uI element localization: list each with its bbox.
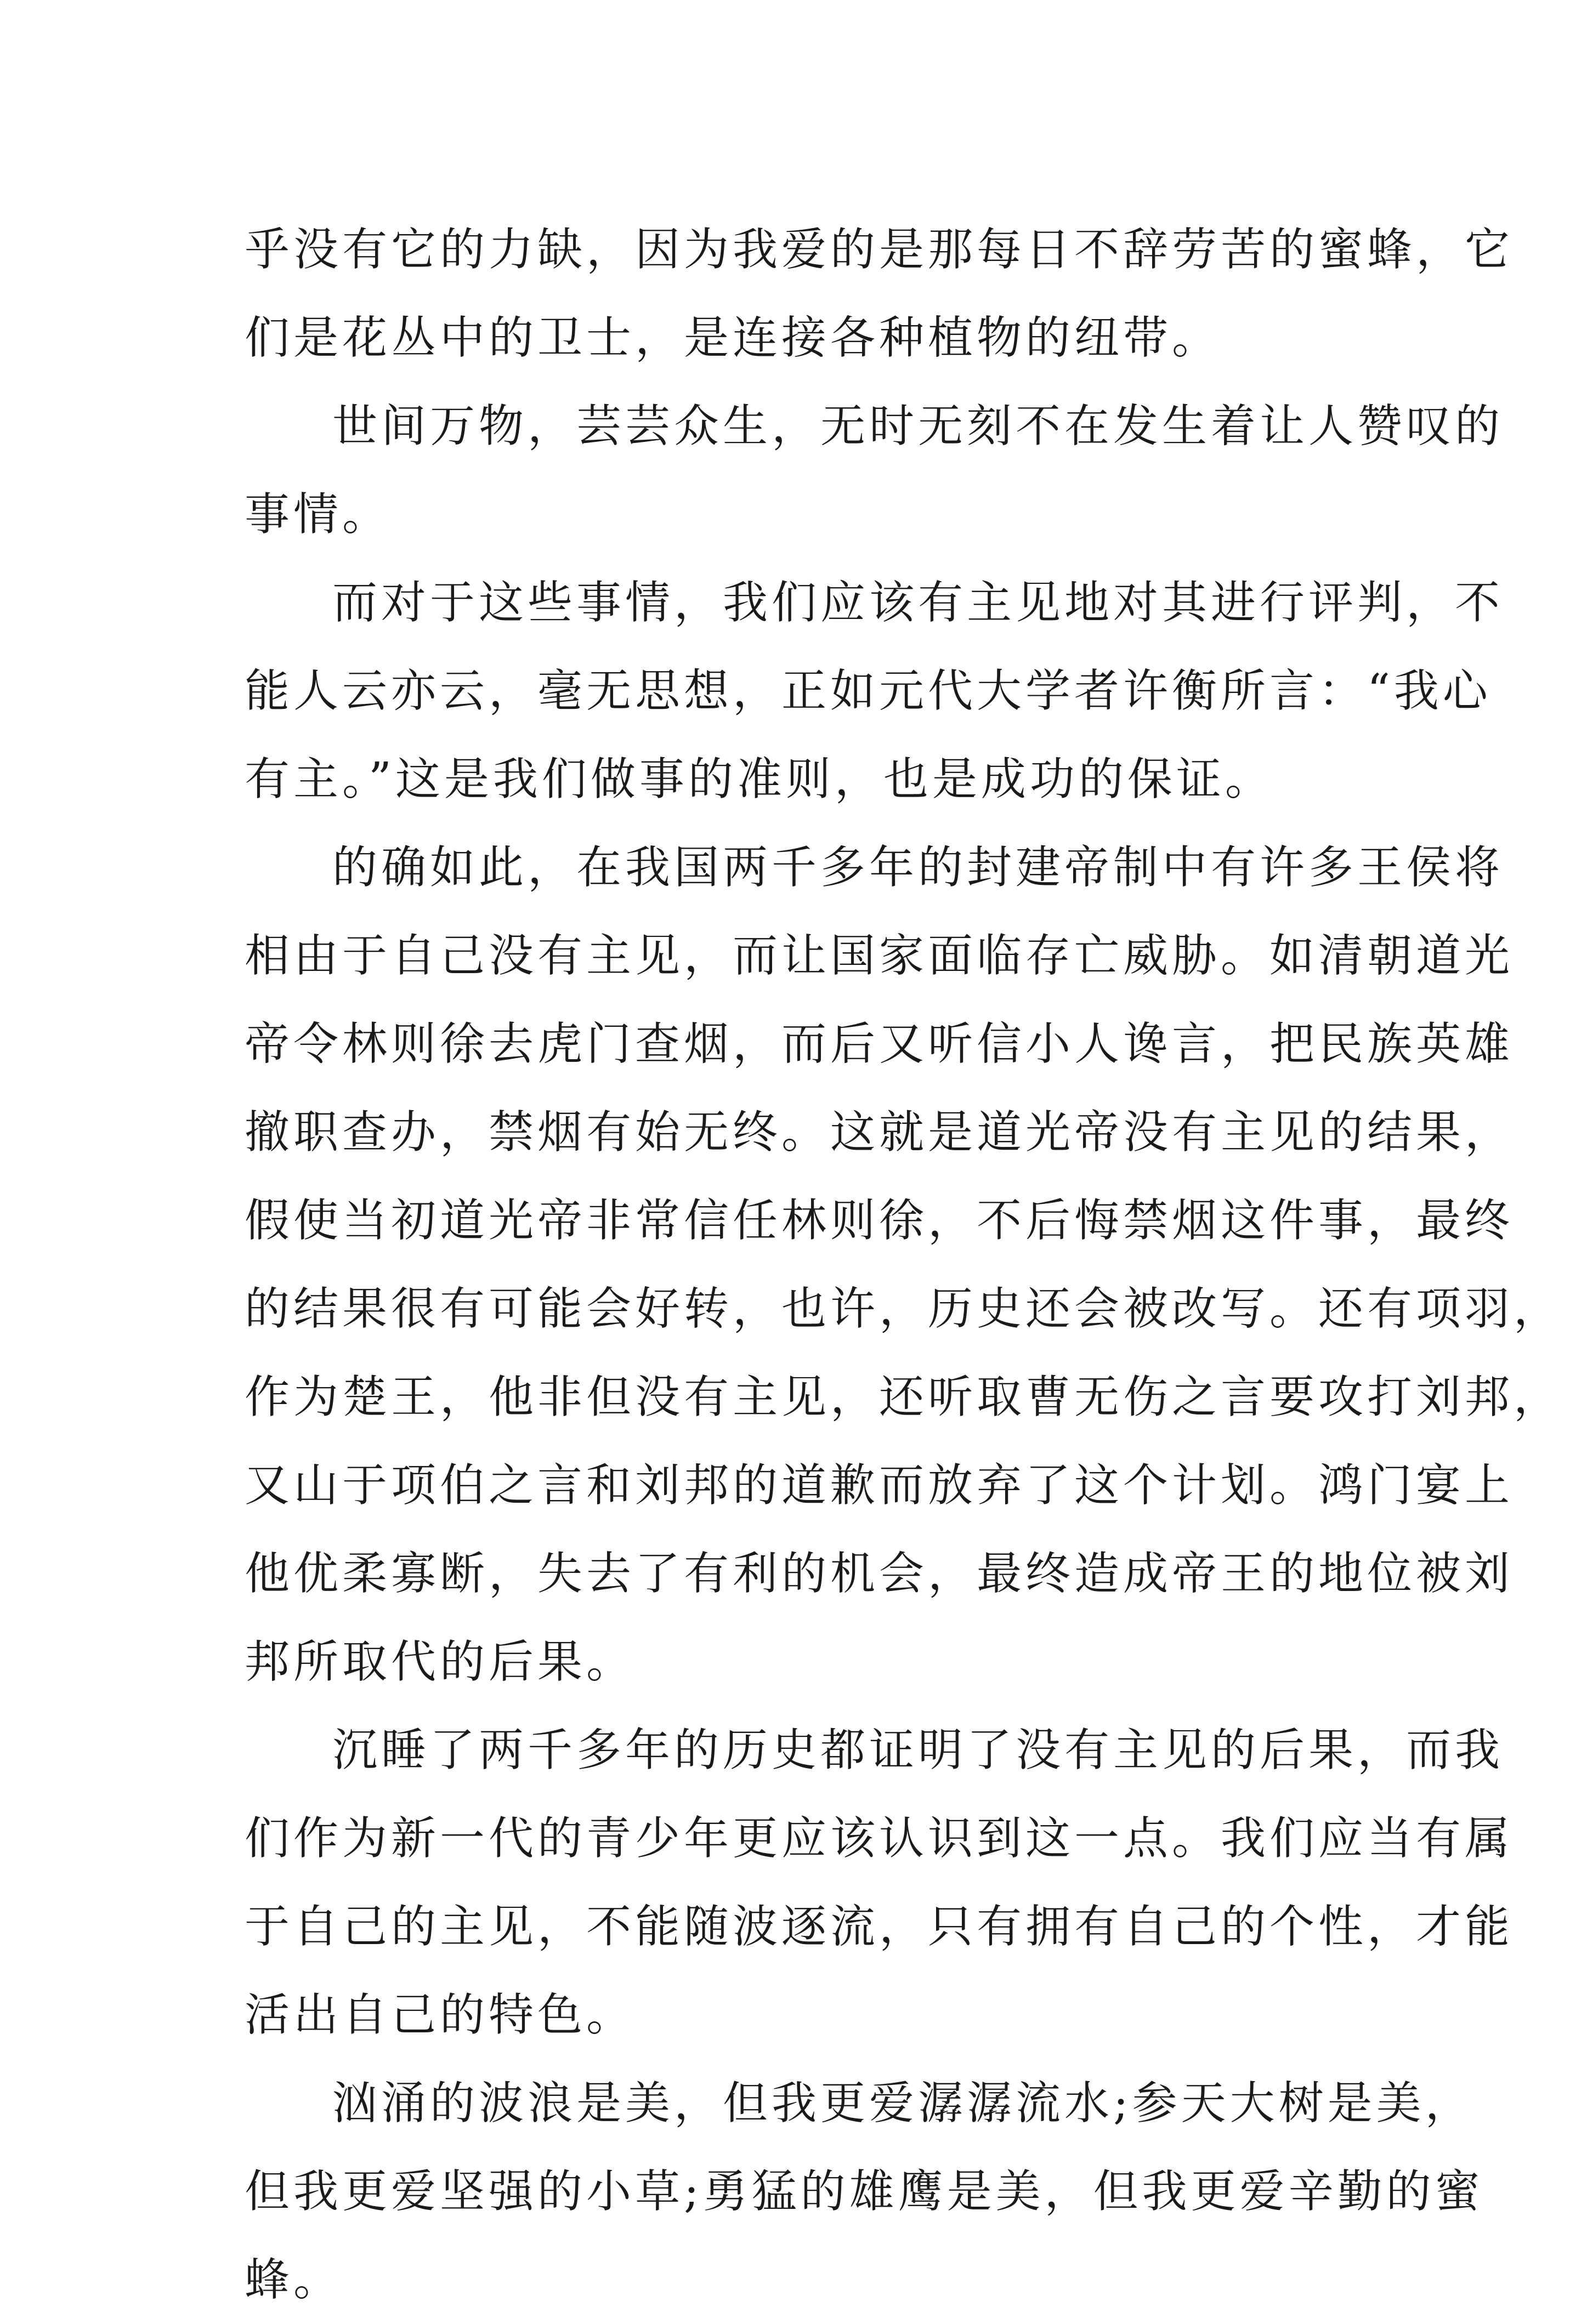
text-line: 活出自己的特色。 [245, 1989, 636, 2041]
text-line: 有主。”这是我们做事的准则，也是成功的保证。 [245, 753, 1274, 805]
text-line: 的结果很有可能会好转，也许，历史还会被改写。还有项羽， [245, 1283, 1563, 1335]
text-line: 蜂。 [245, 2254, 343, 2306]
body-text [245, 206, 1563, 2324]
text-line: 能人云亦云，毫无思想，正如元代大学者许衡所言：“我心 [245, 665, 1492, 717]
text-line: 但我更爱坚强的小草;勇猛的雄鹰是美，但我更爱辛勤的蜜 [245, 2166, 1484, 2218]
text-line: 于自己的主见，不能随波逐流，只有拥有自己的个性，才能 [245, 1901, 1514, 1953]
text-line: 们是花丛中的卫士，是连接各种植物的纽带。 [245, 312, 1221, 364]
paragraph-first-line: 沉睡了两千多年的历史都证明了没有主见的后果，而我 [332, 1724, 1504, 1776]
paragraph-first-line: 的确如此，在我国两千多年的封建帝制中有许多王侯将 [332, 842, 1504, 894]
text-line: 又山于项伯之言和刘邦的道歉而放弃了这个计划。鸿门宴上 [245, 1459, 1514, 1512]
text-line: 帝令林则徐去虎门查烟，而后又听信小人谗言，把民族英雄 [245, 1018, 1514, 1070]
paragraph-first-line: 世间万物，芸芸众生，无时无刻不在发生着让人赞叹的 [332, 400, 1504, 452]
text-line: 事情。 [245, 488, 392, 541]
text-line: 们作为新一代的青少年更应该认识到这一点。我们应当有属 [245, 1812, 1514, 1865]
text-line: 撤职查办，禁烟有始无终。这就是道光帝没有主见的结果， [245, 1106, 1514, 1158]
text-line: 相由于自己没有主见，而让国家面临存亡威胁。如清朝道光 [245, 930, 1514, 982]
text-line: 作为楚王，他非但没有主见，还听取曹无伤之言要攻打刘邦， [245, 1371, 1563, 1423]
text-line: 邦所取代的后果。 [245, 1636, 636, 1688]
paragraph-first-line: 而对于这些事情，我们应该有主见地对其进行评判，不 [332, 577, 1504, 629]
text-line: 乎没有它的力缺，因为我爱的是那每日不辞劳苦的蜜蜂，它 [245, 224, 1514, 276]
text-line: 假使当初道光帝非常信任林则徐，不后悔禁烟这件事，最终 [245, 1195, 1514, 1247]
text-line: 他优柔寡断，失去了有利的机会，最终造成帝王的地位被刘 [245, 1548, 1514, 1600]
paragraph-first-line: 汹涌的波浪是美，但我更爱潺潺流水;参天大树是美， [332, 2077, 1474, 2129]
